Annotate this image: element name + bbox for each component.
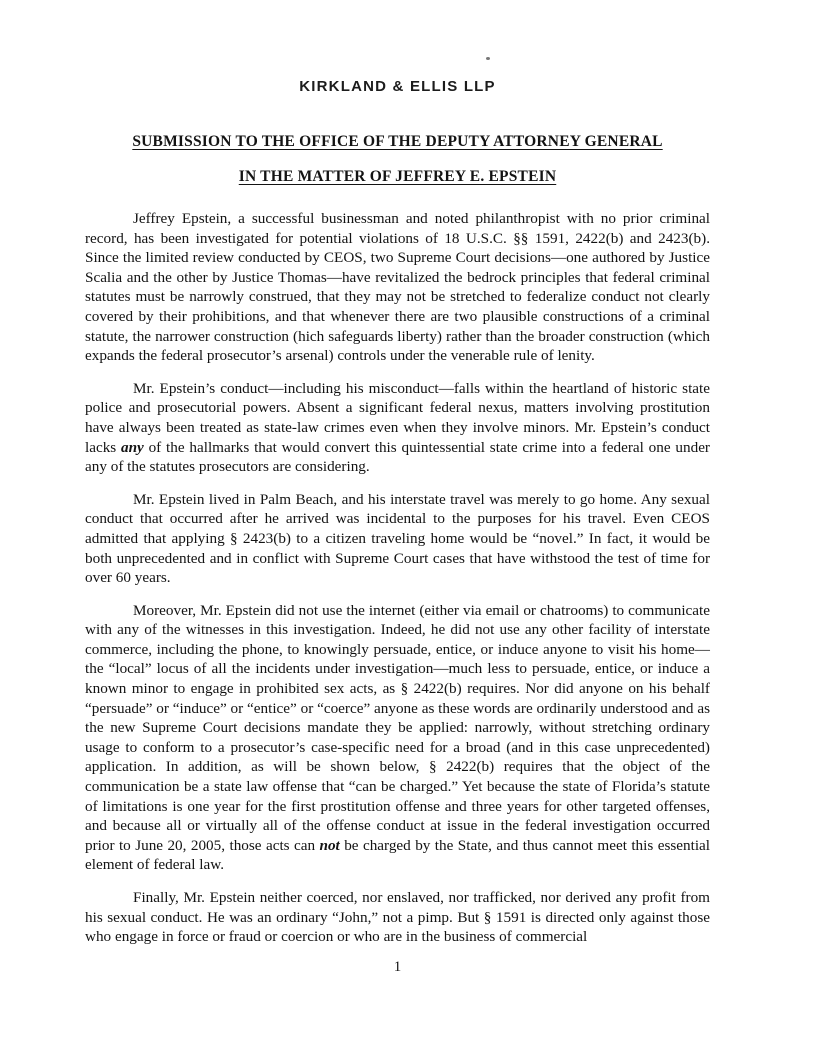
- paragraph-text: Jeffrey Epstein, a successful businessman and noted philanthropist with no prior criminal record, has been investigated for potential violations of 18 U.S.C. §§ 1591, 2422(b) and 2423(b). Since the limited review conducted by CEOS, two Supreme Court decisions—one authored by Justice Scalia and the other by Justice Thomas—have revitalized the bedrock principles that federal criminal statutes must be narrowly construed, that they may not be stretched to federalize conduct not clearly covered by their prohibitions, and that whenever there are two plausible constructions of a criminal statute, the narrower construction (hich safeguards liberty) rather than the broader construction (which expands the federal prosecutor’s arsenal) controls under the venerable rule of lenity.: [85, 210, 710, 365]
- document-title: SUBMISSION TO THE OFFICE OF THE DEPUTY ATTORNEY GENERAL: [132, 133, 663, 150]
- emphasized-text: not: [319, 836, 340, 854]
- document-subtitle: IN THE MATTER OF JEFFREY E. EPSTEIN: [238, 168, 557, 185]
- paragraph: [85, 601, 710, 875]
- page-number: 1: [393, 959, 402, 975]
- paragraph-text: of the hallmarks that would convert this quintessential state crime into a federal one under any of the statutes prosecutors are considering.: [85, 438, 710, 476]
- paragraph-text: Mr. Epstein lived in Palm Beach, and his interstate travel was merely to go home. Any sexual conduct that occurred after he arrived was incidental to the purposes for his travel. Even CEOS admitted that applying § 2423(b) to a citizen traveling home would be “novel.” In fact, it would be both unprecedented and in conflict with Supreme Court cases that have withstood the test of time for over 60 years.: [85, 490, 710, 587]
- paragraph-text: Mr. Epstein’s conduct—including his misconduct—falls within the heartland of historic state police and prosecutorial powers. Absent a significant federal nexus, matters involving prostitution have always been treated as state-law crimes even when they involve minors. Mr. Epstein’s conduct lacks: [85, 379, 710, 456]
- scan-artifact: [486, 57, 490, 60]
- paragraph: [85, 379, 710, 477]
- paragraph: [85, 888, 710, 947]
- paragraph-text: be charged by the State, and thus cannot meet this essential element of federal law.: [85, 836, 711, 874]
- paragraph: [85, 490, 710, 588]
- document-body: [85, 209, 710, 947]
- paragraph: [85, 209, 710, 366]
- emphasized-text: any: [121, 438, 144, 456]
- letterhead: KIRKLAND & ELLIS LLP: [299, 78, 496, 95]
- paragraph-text: Moreover, Mr. Epstein did not use the internet (either via email or chatrooms) to communicate with any of the witnesses in this investigation. Indeed, he did not use any other facility of interstate commerce, including the phone, to knowingly persuade, entice, or induce anyone to visit his home—the “local” locus of all the incidents under investigation—much less to persuade, entice, or induce a known minor to engage in prohibited sex acts, as § 2422(b) requires. Nor did anyone on his behalf “persuade” or “induce” or “entice” or “coerce” anyone as these words are ordinarily understood and as the new Supreme Court decisions mandate they be applied: narrowly, without stretching ordinary usage to conform to a prosecutor’s case-specific need for a broad (and in this case unprecedented) application. In addition, as will be shown below, § 2422(b) requires that the object of the communication be a state law offense that “can be charged.” Yet because the state of Florida’s statute of limitations is one year for the first prostitution offense and three years for other targeted offenses, and because all or virtually all of the offense conduct at issue in the federal investigation occurred prior to June 20, 2005, those acts can: [85, 601, 710, 854]
- paragraph-text: Finally, Mr. Epstein neither coerced, nor enslaved, nor trafficked, nor derived any profit from his sexual conduct. He was an ordinary “John,” not a pimp. But § 1591 is directed only against those who engage in force or fraud or coercion or who are in the business of commercial: [85, 889, 710, 946]
